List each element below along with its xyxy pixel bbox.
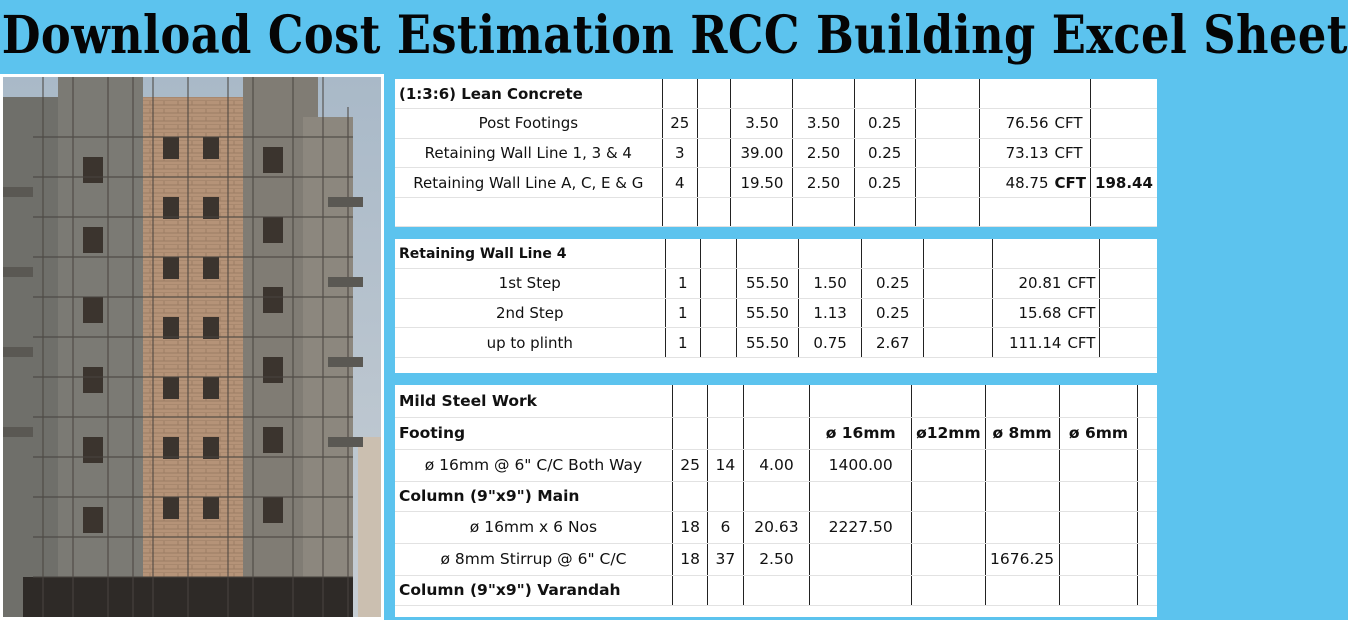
cell-nos: 25 [672,449,707,481]
cell-quantity: 73.13 [980,138,1053,168]
subheading-row [395,575,1157,605]
section-heading: (1:3:6) Lean Concrete [395,79,662,109]
cell-length: 39.00 [731,138,793,168]
section-heading-row [395,385,1157,417]
cell-unit: CFT [1065,298,1100,328]
cell-unit: CFT [1065,269,1100,299]
cell-length: 20.63 [743,511,810,543]
table-row [395,543,1157,575]
cell-unit: CFT [1053,168,1091,198]
section-heading: Mild Steel Work [395,385,672,417]
column-main-label: Column (9"x9") Main [395,481,672,511]
cell-height: 0.25 [854,138,915,168]
cell-length: 19.50 [731,168,793,198]
section-heading-row [395,79,1157,109]
cell-unit: CFT [1053,138,1091,168]
table-row [395,138,1157,168]
cell-length: 4.00 [743,449,810,481]
cell-nos: 18 [672,511,707,543]
mild-steel-sheet [392,382,1160,620]
cell-nos: 1 [665,269,701,299]
mild-steel-table [395,385,1157,606]
cell-height: 0.25 [861,298,924,328]
table-row [395,109,1157,139]
cell-width: 3.50 [793,109,854,139]
cell-bars: 14 [708,449,743,481]
row-description: Retaining Wall Line 1, 3 & 4 [395,138,662,168]
cell-dia16: 2227.50 [810,511,912,543]
lean-concrete-sheet [392,76,1160,230]
cell-nos: 3 [662,138,697,168]
table-row [395,298,1157,328]
cell-height: 2.67 [861,328,924,358]
cell-nos: 1 [665,328,701,358]
row-description: ø 8mm Stirrup @ 6" C/C [395,543,672,575]
row-description: Retaining Wall Line A, C, E & G [395,168,662,198]
section-heading-row [395,239,1157,269]
cell-length: 2.50 [743,543,810,575]
section-heading: Retaining Wall Line 4 [395,239,665,269]
dia-6mm-header: ø 6mm [1059,417,1138,449]
cell-quantity: 20.81 [993,269,1066,299]
diameter-header-row [395,417,1157,449]
cell-width: 0.75 [799,328,862,358]
cell-height: 0.25 [854,109,915,139]
cell-nos: 25 [662,109,697,139]
cell-nos: 1 [665,298,701,328]
row-description: 2nd Step [395,298,665,328]
cell-dia16: 1400.00 [810,449,912,481]
cell-total: 198.44 [1091,168,1157,198]
page-title: Download Cost Estimation RCC Building Excel Sheet [0,0,998,72]
table-row [395,328,1157,358]
cell-width: 2.50 [793,168,854,198]
cell-nos: 18 [672,543,707,575]
dia-12mm-header: ø12mm [912,417,986,449]
table-row [395,511,1157,543]
cell-nos: 4 [662,168,697,198]
lean-concrete-table [395,79,1157,227]
cell-quantity: 111.14 [993,328,1066,358]
cell-height: 0.25 [861,269,924,299]
row-description: Post Footings [395,109,662,139]
cell-length: 55.50 [736,328,799,358]
table-row [395,269,1157,299]
cell-bars: 37 [708,543,743,575]
cell-length: 55.50 [736,269,799,299]
building-photo [0,74,384,620]
cell-quantity: 48.75 [980,168,1053,198]
cell-height: 0.25 [854,168,915,198]
footing-label: Footing [395,417,672,449]
cell-unit: CFT [1053,109,1091,139]
cell-unit: CFT [1065,328,1100,358]
cell-dia8: 1676.25 [985,543,1059,575]
table-row [395,449,1157,481]
retaining-wall-table [395,239,1157,358]
cell-length: 3.50 [731,109,793,139]
cell-width: 2.50 [793,138,854,168]
row-description: up to plinth [395,328,665,358]
table-row [395,168,1157,198]
column-varandah-label: Column (9"x9") Varandah [395,575,672,605]
row-description: ø 16mm @ 6" C/C Both Way [395,449,672,481]
cell-quantity: 76.56 [980,109,1053,139]
dia-16mm-header: ø 16mm [810,417,912,449]
cell-width: 1.13 [799,298,862,328]
cell-width: 1.50 [799,269,862,299]
cell-quantity: 15.68 [993,298,1066,328]
dia-8mm-header: ø 8mm [985,417,1059,449]
retaining-wall-sheet [392,236,1160,376]
cell-bars: 6 [708,511,743,543]
cell-length: 55.50 [736,298,799,328]
row-description: 1st Step [395,269,665,299]
row-description: ø 16mm x 6 Nos [395,511,672,543]
subheading-row [395,481,1157,511]
